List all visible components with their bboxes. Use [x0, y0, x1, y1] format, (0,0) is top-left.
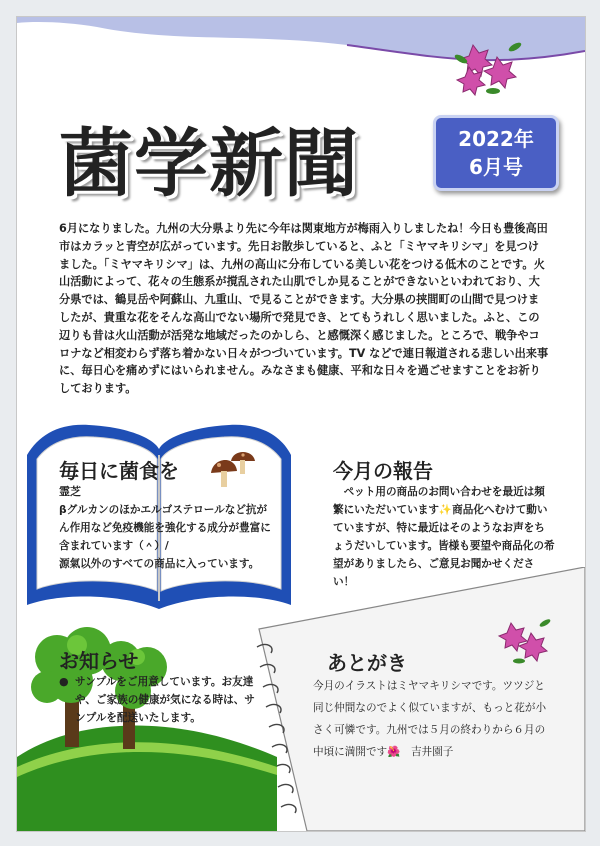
issue-badge	[433, 115, 559, 191]
issue-year: 2022年	[458, 127, 534, 151]
intro-paragraph: 6月になりました。九州の大分県より先に今年は関東地方が梅雨入りしましたね！今日も豊後高田市はカラッと青空が広がっています。先日お散歩していると、ふと「ミヤマキリシマ」を見つけました。「ミヤマキリシマ」は、九州の高山に分布している美しい花をつける低木のことです。火山活動によって、花々の生態系が撹乱された山肌でしか見ることができないといわれており、大分県では、鶴見岳や阿蘇山、九重山、で見ることができます。大分県の挟間町の山間で見つけましたが、貴重な花をそんな高山でない場所で発見でき、とてもうれしく思いました。ふと、この辺りも昔は火山活動が活発な地域だったのかしら、と感慨深く感じました。ところで、戦争やコロナなど相変わらず落ち着かない日々がつづいています。TV などで連日報道される悲しい出来事に、毎日心を痛めずにはいられません。みなさまも健康、平和な日々を過ごせますことをお祈りしております。	[59, 222, 549, 396]
afterword-heading: あとがき	[327, 651, 407, 675]
notice-body: サンプルをご用意しています。お友達や、ご家族の健康が気になる時は、サンプルを配送いたします。	[75, 676, 255, 724]
issue-month: 6月号	[469, 155, 523, 179]
daily-item: 霊芝	[59, 485, 81, 498]
report-heading: 今月の報告	[333, 459, 433, 483]
page-title: 菌学新聞	[59, 121, 359, 207]
notice-heading: お知らせ	[59, 649, 139, 673]
bullet-icon: ●	[59, 675, 69, 688]
azalea-small-icon	[495, 613, 555, 671]
daily-heading: 毎日に菌食を	[59, 459, 179, 483]
azalea-flower-icon	[453, 31, 527, 99]
afterword-body: 今月のイラストはミヤマキリシマです。ツツジと同じ仲間なのでよく似ていますが、もっと花が小さく可憐です。九州では５月の終わりから６月の中頃に満開です🌺 吉井園子	[313, 680, 547, 758]
report-body: ペット用の商品のお問い合わせを最近は頻繁にいただいています✨商品化へむけて動いていますが、特に最近はそのようなお声をちょうだいしています。皆様も要望や商品化の希望がありましたら、ご意見お聞かせください！	[333, 486, 555, 588]
newsletter-page	[16, 16, 586, 832]
daily-body: βグルカンのほかエルゴステロールなど抗がん作用など免疫機能を強化する成分が豊富に含まれています（＾）/ 源氣以外のすべての商品に入っています。	[59, 504, 271, 570]
